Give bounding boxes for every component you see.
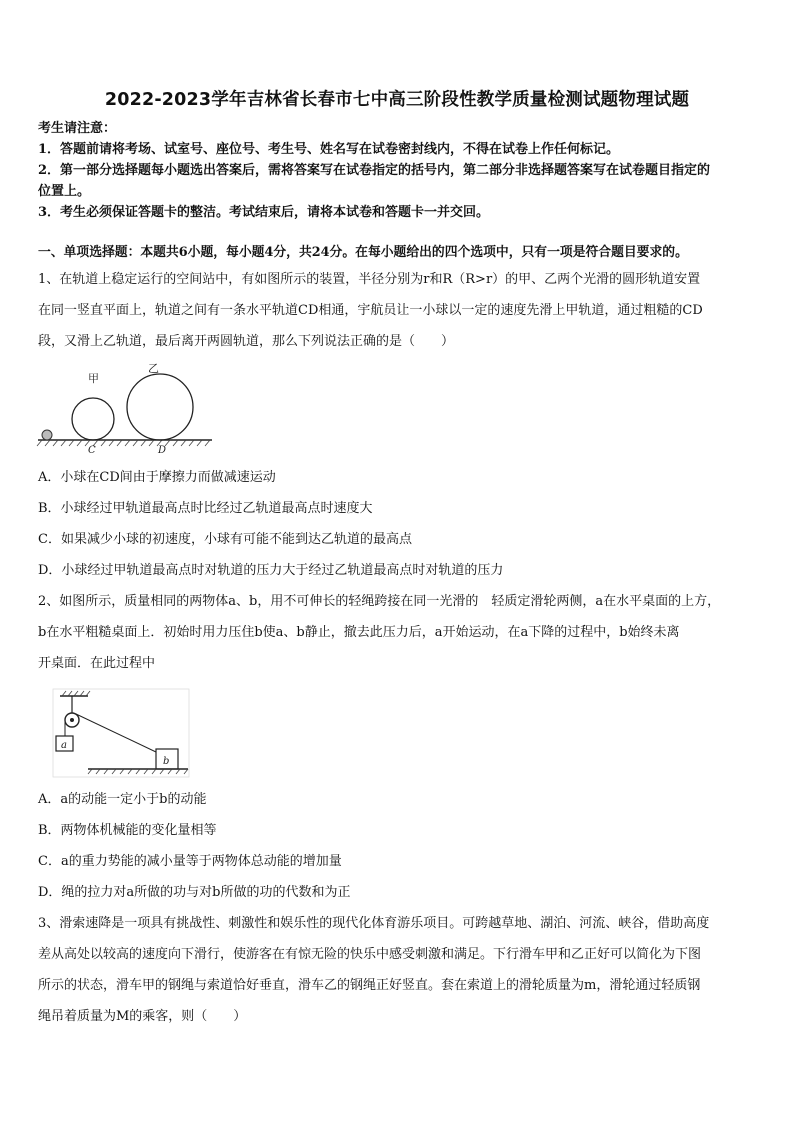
q3-line-2: 差从高处以较高的速度向下滑行，使游客在有惊无险的快乐中感受刺激和满足。下行滑车甲和乙正好可以简化为下图 <box>38 947 702 962</box>
label-b: b <box>163 756 170 767</box>
q2-line-2: b在水平粗糙桌面上．初始时用力压住b使a、b静止，撤去此压力后，a开始运动，在a下降的过程中，b始终未离 <box>38 625 680 640</box>
q3-line-4: 绳吊着质量为M的乘客，则（ ） <box>38 1009 247 1024</box>
label-a: a <box>61 740 67 751</box>
q3-line-3: 所示的状态，滑车甲的钢绳与索道恰好垂直，滑车乙的钢绳正好竖直。套在索道上的滑轮质量为m，滑轮通过轻质钢 <box>38 978 701 993</box>
track-jia-circle <box>72 398 114 440</box>
track-yi-circle <box>127 374 193 440</box>
q1-option-b: B．小球经过甲轨道最高点时比经过乙轨道最高点时速度大 <box>38 501 373 516</box>
q1-option-a: A．小球在CD间由于摩擦力而做减速运动 <box>38 470 276 485</box>
q2-line-3: 开桌面．在此过程中 <box>38 656 156 671</box>
q1-line-2: 在同一竖直平面上，轨道之间有一条水平轨道CD相通，宇航员让一小球以一定的速度先滑上甲轨道，通过粗糙的CD <box>38 303 703 318</box>
label-d: D <box>158 445 167 456</box>
q2-option-d: D．绳的拉力对a所做的功与对b所做的功的代数和为正 <box>38 885 351 900</box>
q1-line-3: 段，又滑上乙轨道，最后离开两圆轨道，那么下列说法正确的是（ ） <box>38 334 455 349</box>
q2-figure-pulley <box>50 688 192 780</box>
q2-line-1: 2、如图所示，质量相同的两物体a、b，用不可伸长的轻绳跨接在同一光滑的 轻质定滑轮两侧，a在水平桌面的上方， <box>38 594 721 609</box>
q3-line-1: 3、滑索速降是一项具有挑战性、刺激性和娱乐性的现代化体育游乐项目。可跨越草地、湖泊、河流、峡谷，借助高度 <box>38 916 710 931</box>
notice-item-2: 2．第一部分选择题每小题选出答案后，需将答案写在试卷指定的括号内，第二部分非选择题答案写在试卷题目指定的 <box>38 163 711 178</box>
q1-option-d: D．小球经过甲轨道最高点时对轨道的压力大于经过乙轨道最高点时对轨道的压力 <box>38 563 504 578</box>
ceiling-hatching <box>62 691 90 696</box>
notice-item-2-cont: 位置上。 <box>38 184 91 199</box>
q2-option-b: B．两物体机械能的变化量相等 <box>38 823 217 838</box>
label-jia: 甲 <box>88 372 99 385</box>
q2-option-a: A．a的动能一定小于b的动能 <box>38 792 207 807</box>
rope-to-b <box>76 714 156 752</box>
label-yi: 乙 <box>148 362 159 375</box>
page-title: 2022-2023学年吉林省长春市七中高三阶段性教学质量检测试题物理试题 <box>104 90 690 110</box>
label-c: C <box>88 445 96 456</box>
notice-item-3: 3．考生必须保证答题卡的整洁。考试结束后，请将本试卷和答题卡一并交回。 <box>38 205 490 220</box>
pulley-axle <box>70 718 74 722</box>
section-heading: 一、单项选择题：本题共6小题，每小题4分，共24分。在每小题给出的四个选项中，只有一项是符合题目要求的。 <box>38 245 688 260</box>
notice-item-1: 1．答题前请将考场、试室号、座位号、考生号、姓名写在试卷密封线内，不得在试卷上作任何标记。 <box>38 142 620 157</box>
q2-option-c: C．a的重力势能的减小量等于两物体总动能的增加量 <box>38 854 342 869</box>
q1-option-c: C．如果减少小球的初速度，小球有可能不能到达乙轨道的最高点 <box>38 532 412 547</box>
table-hatching <box>88 769 188 774</box>
q1-figure-tracks <box>36 360 226 456</box>
notice-heading: 考生请注意： <box>38 121 117 136</box>
ground-hatching <box>37 440 210 446</box>
small-ball <box>42 430 52 440</box>
q1-line-1: 1、在轨道上稳定运行的空间站中，有如图所示的装置，半径分别为r和R（R>r）的甲、乙两个光滑的圆形轨道安置 <box>38 272 701 287</box>
